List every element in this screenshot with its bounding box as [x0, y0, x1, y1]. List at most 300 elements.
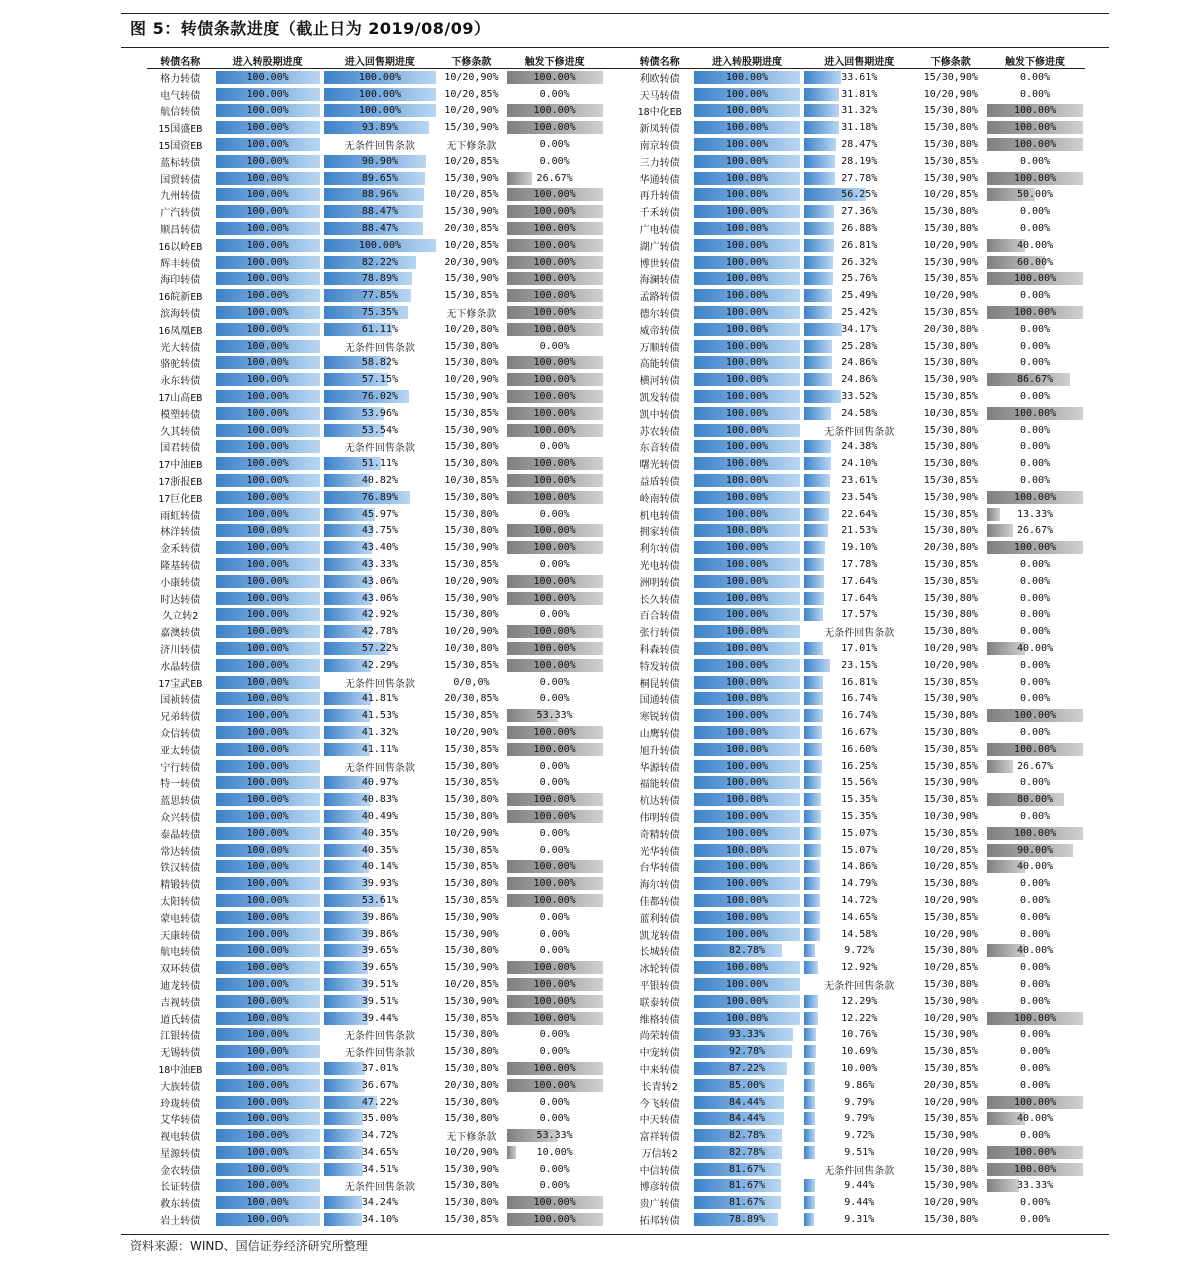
downward-progress-value: 0.00% — [1019, 1062, 1051, 1074]
table-row — [147, 1194, 1085, 1211]
down-clause: 15/30,85% — [923, 1046, 978, 1058]
conversion-progress-value: 100.00% — [246, 391, 289, 403]
conversion-progress-value: 100.00% — [246, 1062, 289, 1074]
conversion-progress — [214, 1010, 322, 1027]
put-progress-value: 51.11% — [361, 458, 398, 470]
conversion-progress-bar — [216, 911, 320, 924]
put-progress-value: 39.86% — [361, 928, 398, 940]
down-clause: 15/30,80% — [444, 1197, 499, 1209]
downward-progress — [505, 825, 605, 842]
put-progress-bar — [324, 961, 436, 974]
conversion-progress-value: 100.00% — [246, 777, 289, 789]
downward-progress-bar — [987, 827, 1083, 840]
downward-progress-value: 0.00% — [1019, 928, 1051, 940]
put-progress-value: 15.35% — [841, 810, 878, 822]
column-gap — [605, 153, 628, 170]
conversion-progress — [214, 203, 322, 220]
downward-progress-bar — [507, 575, 603, 588]
conversion-progress — [692, 926, 802, 943]
put-progress-value: 40.97% — [361, 777, 398, 789]
conversion-progress — [692, 355, 802, 372]
conversion-progress — [692, 892, 802, 909]
downward-progress-bar — [507, 810, 603, 823]
put-progress-bar — [804, 760, 914, 773]
downward-progress-value: 100.00% — [1013, 1012, 1057, 1024]
put-progress — [802, 724, 916, 741]
top-rule — [121, 13, 1109, 14]
put-progress-value: 39.51% — [361, 995, 398, 1007]
put-progress-bar — [804, 524, 914, 537]
table-row — [147, 573, 1085, 590]
put-progress-value: 34.24% — [361, 1197, 398, 1209]
put-progress-bar — [324, 1146, 436, 1159]
conversion-progress-value: 100.00% — [246, 1029, 289, 1041]
put-progress — [802, 371, 916, 388]
downward-progress — [505, 1127, 605, 1144]
put-progress-bar — [324, 424, 436, 437]
conversion-progress-bar — [694, 188, 800, 201]
put-progress — [802, 1060, 916, 1077]
conversion-progress-value: 100.00% — [246, 441, 289, 453]
bond-name: 金农转债 — [160, 1165, 201, 1177]
downward-progress-value: 100.00% — [533, 995, 576, 1007]
bond-name: 新凤转债 — [639, 124, 680, 136]
put-progress-bar — [804, 1196, 914, 1209]
put-progress — [322, 993, 438, 1010]
put-progress — [322, 304, 438, 321]
put-progress — [802, 875, 916, 892]
downward-progress — [985, 1077, 1085, 1094]
put-progress-value: 14.65% — [841, 911, 878, 923]
downward-progress-bar — [987, 608, 1083, 621]
conversion-progress-bar — [216, 928, 320, 941]
table-row — [147, 926, 1085, 943]
downward-progress — [985, 875, 1085, 892]
put-progress-value: 9.31% — [844, 1214, 875, 1226]
down-clause: 15/30,80% — [923, 626, 978, 638]
down-clause: 20/30,90% — [444, 256, 499, 268]
put-progress-bar — [804, 1213, 914, 1226]
put-progress-value: 14.58% — [841, 928, 878, 940]
downward-progress-bar — [987, 961, 1083, 974]
put-progress-value: 39.65% — [361, 945, 398, 957]
put-progress-bar — [324, 71, 436, 84]
downward-progress-value: 50.00% — [1016, 189, 1054, 201]
column-gap — [605, 674, 628, 691]
conversion-progress-bar — [694, 860, 800, 873]
conversion-progress — [214, 355, 322, 372]
conversion-progress-bar — [694, 1196, 800, 1209]
conversion-progress — [214, 254, 322, 271]
downward-progress-value: 100.00% — [1013, 710, 1057, 722]
conversion-progress-bar — [694, 390, 800, 403]
down-clause: 15/30,90% — [923, 995, 978, 1007]
bond-name: 海印转债 — [160, 275, 201, 287]
table-row — [147, 842, 1085, 859]
conversion-progress — [692, 254, 802, 271]
table-row — [147, 674, 1085, 691]
conversion-progress-value: 100.00% — [725, 777, 769, 789]
conversion-progress-bar — [216, 491, 320, 504]
conversion-progress-bar — [216, 793, 320, 806]
conversion-progress-value: 100.00% — [246, 978, 289, 990]
table-row — [147, 271, 1085, 288]
bond-name: 国贸转债 — [160, 174, 201, 186]
downward-progress-value: 100.00% — [533, 105, 576, 117]
down-clause: 10/20,85% — [923, 861, 978, 873]
column-gap — [605, 825, 628, 842]
header-put: 进入回售期进度 — [322, 53, 438, 69]
column-gap — [605, 1026, 628, 1043]
down-clause: 20/30,85% — [444, 693, 499, 705]
put-progress-value: 34.72% — [361, 1130, 398, 1142]
conversion-progress-value: 100.00% — [246, 189, 289, 201]
conversion-progress-bar — [694, 592, 800, 605]
downward-progress — [985, 287, 1085, 304]
put-progress-value: 76.89% — [361, 491, 398, 503]
put-progress-value: 39.86% — [361, 911, 398, 923]
conversion-progress-bar — [694, 1012, 800, 1025]
conversion-progress-bar — [216, 1196, 320, 1209]
downward-progress-value: 100.00% — [533, 357, 576, 369]
downward-progress — [505, 1060, 605, 1077]
put-progress-value: 17.78% — [841, 559, 878, 570]
column-gap — [605, 976, 628, 993]
put-progress — [802, 506, 916, 523]
put-progress-bar — [804, 575, 914, 588]
bond-name: 长久转债 — [639, 594, 680, 606]
bond-name: 威帝转债 — [639, 325, 680, 337]
downward-progress-value: 100.00% — [1013, 122, 1057, 134]
down-clause: 15/30,80% — [923, 122, 978, 134]
downward-progress-bar — [987, 138, 1083, 151]
downward-progress — [505, 388, 605, 405]
downward-progress-bar — [987, 659, 1083, 672]
downward-progress-bar — [987, 995, 1083, 1008]
bond-name: 嘉澳转债 — [160, 628, 201, 640]
downward-progress — [505, 254, 605, 271]
put-progress-value: 57.22% — [361, 642, 398, 654]
down-clause: 15/30,85% — [923, 743, 978, 755]
down-clause: 15/30,90% — [444, 1163, 499, 1175]
table-row — [147, 1060, 1085, 1077]
put-progress — [322, 523, 438, 540]
column-gap — [605, 959, 628, 976]
put-progress-value: 89.65% — [361, 172, 398, 184]
put-progress-bar — [804, 944, 914, 957]
down-clause: 10/20,85% — [444, 155, 499, 167]
conversion-progress — [214, 573, 322, 590]
conversion-progress-value: 92.78% — [728, 1046, 766, 1058]
downward-progress-bar — [987, 104, 1083, 117]
table-row — [147, 1178, 1085, 1195]
put-progress-value: 15.07% — [841, 844, 878, 856]
downward-progress-value: 90.00% — [1016, 844, 1054, 856]
conversion-progress-value: 100.00% — [725, 290, 769, 302]
conversion-progress-value: 100.00% — [246, 609, 289, 621]
conversion-progress — [214, 741, 322, 758]
put-progress-bar — [804, 188, 914, 201]
downward-progress-bar — [507, 222, 603, 235]
put-progress-bar — [324, 1062, 436, 1075]
bond-name: 中来转债 — [639, 1064, 680, 1076]
downward-progress-bar — [507, 961, 603, 974]
conversion-progress-bar — [694, 726, 800, 739]
downward-progress-bar — [987, 978, 1083, 991]
down-clause: 15/30,85% — [923, 391, 978, 403]
down-clause: 15/30,85% — [444, 777, 499, 789]
conversion-progress-value: 100.00% — [246, 1163, 289, 1175]
put-progress-bar — [804, 508, 914, 521]
down-clause: 10/20,90% — [923, 1146, 978, 1158]
downward-progress-bar — [987, 1213, 1083, 1226]
column-gap — [605, 388, 628, 405]
bond-name: 洲明转债 — [639, 577, 680, 589]
conversion-progress-value: 87.22% — [728, 1062, 766, 1074]
down-clause: 15/30,90% — [923, 491, 978, 503]
put-progress — [322, 187, 438, 204]
down-clause: 15/30,80% — [444, 1062, 499, 1074]
bond-name: 百合转债 — [639, 611, 680, 623]
bond-name: 贵广转债 — [639, 1199, 680, 1211]
put-progress-value: 42.29% — [361, 659, 398, 671]
put-progress-value: 45.97% — [361, 508, 398, 520]
bond-name: 奇精转债 — [639, 829, 680, 841]
downward-progress — [505, 103, 605, 120]
down-clause: 15/30,85% — [444, 861, 499, 873]
bond-name: 平银转债 — [639, 980, 680, 992]
put-progress-value: 43.75% — [361, 525, 398, 537]
bond-name: 泰晶转债 — [160, 829, 201, 841]
bond-name: 济川转债 — [160, 644, 201, 656]
conversion-progress-value: 100.00% — [725, 995, 769, 1007]
put-progress-bar — [804, 1012, 914, 1025]
conversion-progress-value: 100.00% — [725, 878, 769, 890]
downward-progress — [985, 321, 1085, 338]
conversion-progress-bar — [694, 340, 800, 353]
bond-name: 蓝标转债 — [160, 157, 201, 169]
down-clause: 15/30,80% — [444, 878, 499, 890]
column-gap — [605, 1110, 628, 1127]
put-progress-bar — [324, 1096, 436, 1109]
downward-progress-value: 100.00% — [533, 206, 576, 218]
put-progress-value: 78.89% — [361, 273, 398, 285]
bond-name: 广汽转债 — [160, 208, 201, 220]
conversion-progress-bar — [694, 541, 800, 554]
conversion-progress-value: 100.00% — [725, 273, 769, 285]
downward-progress-bar — [987, 642, 1083, 655]
conversion-progress-bar — [694, 625, 800, 638]
downward-progress — [985, 707, 1085, 724]
downward-progress — [985, 170, 1085, 187]
conversion-progress — [214, 942, 322, 959]
downward-progress-value: 0.00% — [539, 1029, 570, 1041]
conversion-progress — [692, 187, 802, 204]
conversion-progress-value: 100.00% — [725, 189, 769, 201]
table-row — [147, 1211, 1085, 1228]
conversion-progress-bar — [694, 1163, 800, 1176]
downward-progress — [505, 657, 605, 674]
bond-name: 福能转债 — [639, 779, 680, 791]
put-progress — [802, 455, 916, 472]
conversion-progress-bar — [216, 524, 320, 537]
conversion-progress — [692, 1077, 802, 1094]
downward-progress-value: 0.00% — [1019, 978, 1051, 990]
put-progress — [802, 119, 916, 136]
bond-name: 益盾转债 — [639, 477, 680, 489]
conversion-progress-value: 100.00% — [725, 642, 769, 654]
downward-progress-value: 0.00% — [1019, 391, 1051, 403]
put-progress — [802, 741, 916, 758]
bond-name: 中信转债 — [639, 1165, 680, 1177]
conversion-progress-bar — [216, 88, 320, 101]
conversion-progress — [692, 590, 802, 607]
downward-progress-bar — [987, 558, 1083, 571]
downward-progress-bar — [987, 709, 1083, 722]
bond-name: 冰轮转债 — [639, 964, 680, 976]
conversion-progress-bar — [216, 340, 320, 353]
down-clause: 10/20,90% — [444, 827, 499, 839]
put-progress-bar — [804, 793, 914, 806]
conversion-progress — [692, 539, 802, 556]
bond-name: 凯发转债 — [639, 393, 680, 405]
put-progress-bar — [804, 1129, 914, 1142]
downward-progress-value: 0.00% — [539, 441, 570, 453]
down-clause: 15/30,80% — [444, 609, 499, 621]
downward-progress — [985, 959, 1085, 976]
down-clause: 15/30,85% — [923, 760, 978, 772]
conversion-progress-bar — [694, 289, 800, 302]
put-progress — [802, 304, 916, 321]
put-progress-value: 31.81% — [841, 88, 878, 100]
conversion-progress — [214, 1026, 322, 1043]
conversion-progress-value: 100.00% — [246, 810, 289, 822]
conversion-progress-value: 100.00% — [246, 962, 289, 974]
downward-progress-bar — [507, 726, 603, 739]
bond-name: 苏农转债 — [639, 426, 680, 438]
downward-progress-value: 0.00% — [1019, 676, 1051, 688]
bond-name: 横河转债 — [639, 376, 680, 388]
downward-progress — [985, 136, 1085, 153]
put-progress-value: 27.78% — [841, 172, 878, 184]
put-progress — [802, 926, 916, 943]
downward-progress — [985, 388, 1085, 405]
down-clause: 15/30,85% — [923, 676, 978, 688]
put-progress — [802, 1127, 916, 1144]
conversion-progress-value: 100.00% — [246, 407, 289, 419]
downward-progress — [505, 119, 605, 136]
conversion-progress — [214, 506, 322, 523]
bond-name: 顺昌转债 — [160, 225, 201, 237]
column-gap — [605, 321, 628, 338]
put-progress — [802, 187, 916, 204]
downward-progress-bar — [507, 289, 603, 302]
downward-progress-value: 0.00% — [539, 139, 570, 151]
put-progress-value: 9.51% — [844, 1146, 875, 1158]
downward-progress-bar — [507, 239, 603, 252]
table-row — [147, 405, 1085, 422]
table-row — [147, 355, 1085, 372]
down-clause: 15/30,85% — [923, 827, 978, 839]
conversion-progress-bar — [216, 995, 320, 1008]
conversion-progress-bar — [216, 676, 320, 689]
bond-name: 特发转债 — [639, 661, 680, 673]
put-progress — [802, 153, 916, 170]
conversion-progress-bar — [694, 491, 800, 504]
down-clause: 10/20,80% — [444, 323, 499, 335]
downward-progress-bar — [987, 1062, 1083, 1075]
downward-progress-value: 0.00% — [1019, 609, 1051, 621]
conversion-progress-value: 100.00% — [725, 307, 769, 319]
put-progress — [802, 607, 916, 624]
downward-progress-value: 100.00% — [533, 878, 576, 890]
put-progress — [322, 237, 438, 254]
conversion-progress-value: 100.00% — [725, 71, 769, 83]
down-clause: 15/30,80% — [444, 357, 499, 369]
conversion-progress — [214, 489, 322, 506]
put-progress: 无条件回售条款 — [824, 628, 895, 640]
conversion-progress-value: 100.00% — [246, 508, 289, 520]
downward-progress — [505, 489, 605, 506]
bond-name: 孟路转债 — [639, 292, 680, 304]
conversion-progress — [214, 875, 322, 892]
conversion-progress-bar — [694, 978, 800, 991]
put-progress-bar — [804, 440, 914, 453]
downward-progress-bar — [987, 844, 1083, 857]
conversion-progress-bar — [694, 121, 800, 134]
put-progress-bar — [804, 1079, 914, 1092]
put-progress-value: 17.57% — [841, 609, 878, 621]
conversion-progress-value: 100.00% — [246, 307, 289, 319]
conversion-progress-bar — [694, 474, 800, 487]
down-clause: 10/20,90% — [923, 642, 978, 654]
downward-progress — [985, 489, 1085, 506]
put-progress-bar — [324, 592, 436, 605]
downward-progress-bar — [987, 894, 1083, 907]
bond-name: 众兴转债 — [160, 812, 201, 824]
put-progress-bar — [324, 457, 436, 470]
conversion-progress-bar — [216, 138, 320, 151]
downward-progress-bar — [507, 323, 603, 336]
put-progress-bar — [804, 709, 914, 722]
downward-progress-bar — [987, 440, 1083, 453]
put-progress-value: 40.14% — [361, 861, 398, 873]
down-clause: 15/30,80% — [444, 525, 499, 537]
down-clause: 10/20,85% — [923, 844, 978, 856]
downward-progress-value: 100.00% — [1013, 172, 1057, 184]
column-gap — [605, 103, 628, 120]
conversion-progress — [692, 774, 802, 791]
downward-progress-value: 100.00% — [533, 592, 576, 604]
downward-progress-value: 100.00% — [533, 307, 576, 319]
downward-progress-bar — [987, 877, 1083, 890]
put-progress-bar — [324, 1196, 436, 1209]
put-progress — [802, 1178, 916, 1195]
conversion-progress-value: 100.00% — [246, 122, 289, 134]
conversion-progress-value: 100.00% — [725, 592, 769, 604]
conversion-progress-bar — [216, 575, 320, 588]
put-progress-bar — [804, 642, 914, 655]
downward-progress-value: 80.00% — [1016, 794, 1054, 806]
column-gap — [605, 170, 628, 187]
down-clause: 15/30,80% — [444, 810, 499, 822]
put-progress — [322, 203, 438, 220]
put-progress-bar — [324, 793, 436, 806]
put-progress-bar — [804, 323, 914, 336]
put-progress-bar — [324, 121, 436, 134]
bond-name: 18中化EB — [637, 107, 682, 119]
down-clause: 10/20,90% — [444, 1146, 499, 1158]
